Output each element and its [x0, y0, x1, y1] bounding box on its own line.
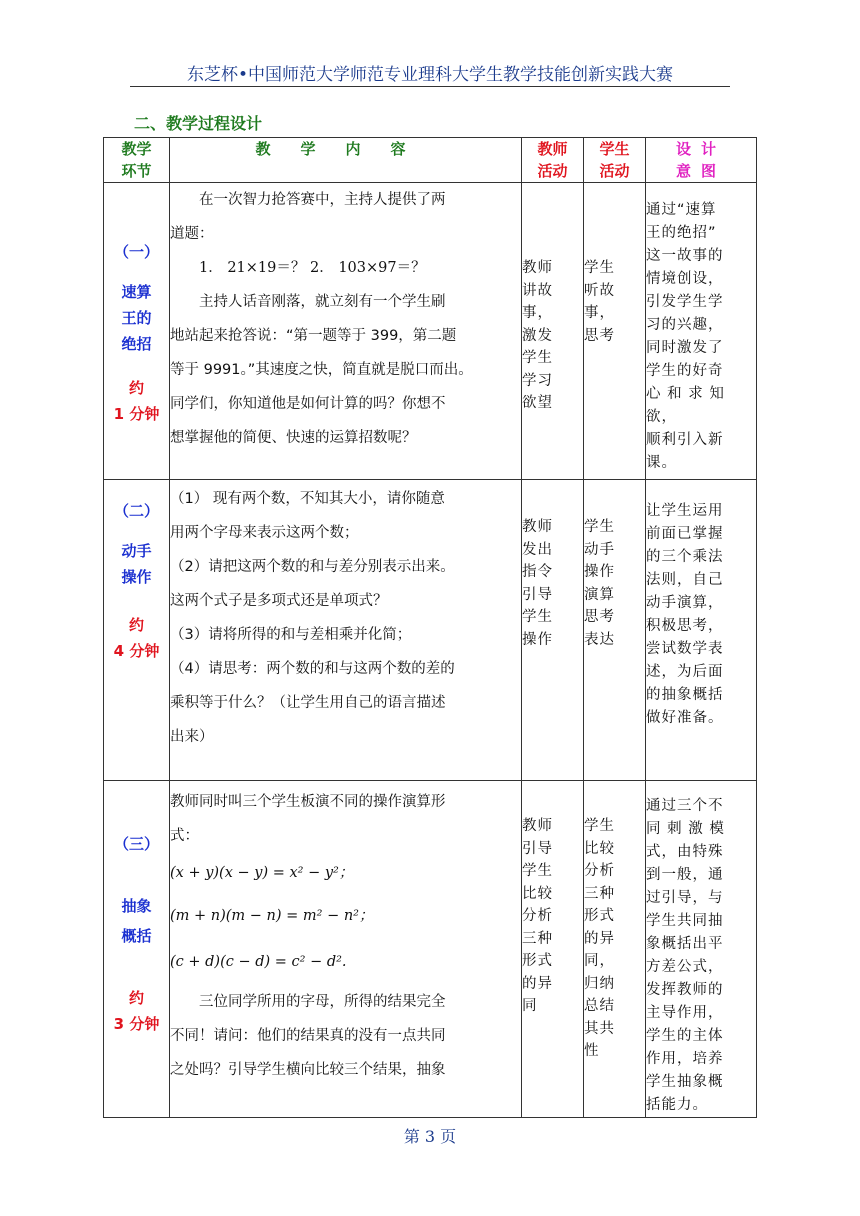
- design-line: 法则，自己: [646, 572, 724, 588]
- stage-time-value: 4 分钟: [113, 642, 160, 660]
- design-line: 欲，: [646, 409, 677, 425]
- content-line: 想掌握他的简便、快速的运算招数呢？: [170, 430, 417, 446]
- table-header-row: [104, 138, 757, 183]
- design-line: 同时激发了: [646, 340, 724, 356]
- content-line: 出来）: [170, 729, 214, 745]
- student-line: 表达: [584, 631, 615, 648]
- design-line: 习的兴趣，: [646, 317, 724, 333]
- student-line: 同，: [584, 953, 615, 969]
- teacher-activity-cell: [522, 480, 584, 781]
- lesson-process-table: [103, 137, 757, 1118]
- design-line: 过引导，与: [646, 890, 724, 906]
- content-line: 同学们，你知道他是如何计算的吗？你想不: [170, 396, 446, 412]
- student-line: 归纳: [584, 975, 615, 992]
- design-line: 动手演算，: [646, 595, 724, 611]
- stage-time-label: 约: [128, 989, 144, 1007]
- student-line: 操作: [584, 564, 615, 580]
- design-line: 学生的好奇: [646, 363, 724, 379]
- teacher-line: 的异: [522, 975, 553, 992]
- stage-time-value: 1 分钟: [113, 405, 160, 423]
- teacher-line: 三种: [522, 930, 553, 947]
- header-stage: [104, 138, 170, 183]
- content-line: 道题：: [170, 226, 214, 242]
- teacher-line: 教师: [522, 260, 553, 276]
- content-cell: [170, 480, 522, 781]
- design-line: 的抽象概括: [646, 687, 724, 703]
- teacher-line: 操作: [522, 631, 553, 648]
- student-line: 比较: [584, 840, 615, 857]
- design-line: 式，由特殊: [646, 844, 724, 860]
- content-line: 三位同学所用的字母，所得的结果完全: [199, 994, 446, 1010]
- stage-name-line: 绝招: [121, 335, 152, 353]
- content-line: 乘积等于什么？（让学生用自己的语言描述: [170, 695, 446, 711]
- teacher-line: 学习: [522, 372, 553, 389]
- design-line: 主导作用，: [646, 1005, 724, 1021]
- content-line: 1． 21×19＝？ 2． 103×97＝？: [199, 260, 426, 276]
- design-line: 学生的主体: [646, 1028, 724, 1044]
- student-line: 学生: [584, 260, 615, 276]
- content-line: 不同！请问：他们的结果真的没有一点共同: [170, 1028, 446, 1044]
- design-intent-cell: [646, 480, 757, 781]
- table-row: [104, 480, 757, 781]
- stage-time-label: 约: [128, 379, 144, 397]
- content-line: （4）请思考：两个数的和与这两个数的差的: [170, 661, 455, 677]
- page-footer: 第 3 页: [403, 1127, 457, 1146]
- design-line: 通过“速算: [646, 202, 717, 218]
- student-line: 的异: [584, 930, 615, 947]
- student-line: 思考: [584, 609, 615, 625]
- design-line: 同 刺 激 模: [646, 821, 725, 837]
- design-line: 顺利引入新: [646, 432, 724, 448]
- stage-number: （二）: [113, 502, 159, 520]
- design-line: 引发学生学: [646, 294, 724, 310]
- teacher-activity-cell: [522, 781, 584, 1118]
- design-line: 这一故事的: [646, 248, 724, 264]
- content-cell: [170, 183, 522, 480]
- stage-name-line: 概括: [121, 927, 152, 945]
- teacher-line: 教师: [522, 818, 553, 834]
- header-teacher-line1: 教师: [537, 140, 568, 158]
- header-divider: [130, 86, 730, 87]
- formula-line: (m + n)(m − n) = m² − n²；: [170, 908, 374, 924]
- student-line: 事，: [584, 305, 615, 321]
- design-line: 前面已掌握: [646, 526, 724, 542]
- content-cell: [170, 781, 522, 1118]
- teacher-line: 激发: [522, 327, 553, 344]
- header-design: [646, 138, 757, 183]
- design-line: 心 和 求 知: [646, 386, 725, 402]
- teacher-line: 学生: [522, 863, 553, 879]
- design-line: 做好准备。: [646, 710, 724, 726]
- header-teacher: [522, 138, 584, 183]
- content-line: 地站起来抢答说：“第一题等于 399，第二题: [170, 328, 457, 344]
- design-line: 述，为后面: [646, 664, 724, 680]
- student-activity-cell: [584, 183, 646, 480]
- design-line: 象概括出平: [646, 936, 724, 952]
- design-line: 积极思考，: [646, 618, 724, 634]
- stage-cell: [104, 781, 170, 1118]
- teacher-line: 教师: [522, 519, 553, 535]
- header-content: 教学内容: [170, 138, 522, 183]
- teacher-line: 欲望: [522, 395, 553, 411]
- design-intent-cell: [646, 183, 757, 480]
- content-line: 主持人话音刚落，就立刻有一个学生刷: [199, 294, 446, 310]
- header-student: [584, 138, 646, 183]
- teacher-line: 引导: [522, 840, 553, 857]
- table-row: [104, 183, 757, 480]
- stage-name-line: 王的: [121, 309, 152, 327]
- student-line: 演算: [584, 586, 615, 603]
- teacher-line: 分析: [522, 908, 553, 924]
- teacher-line: 同: [522, 998, 538, 1014]
- page-header: 东芝杯•中国师范大学师范专业理科大学生教学技能创新实践大赛: [186, 65, 674, 85]
- formula-line: (x + y)(x − y) = x² − y²；: [170, 865, 354, 881]
- design-line: 课。: [646, 455, 677, 471]
- student-line: 形式: [584, 908, 615, 924]
- teacher-line: 学生: [522, 609, 553, 625]
- content-line: 式：: [170, 828, 199, 844]
- teacher-activity-cell: [522, 183, 584, 480]
- student-line: 性: [584, 1043, 600, 1059]
- design-line: 尝试数学表: [646, 641, 724, 657]
- content-line: 等于 9991。”其速度之快，简直就是脱口而出。: [170, 362, 473, 378]
- design-line: 学生共同抽: [646, 913, 724, 929]
- header-design-line1: 设计: [675, 140, 726, 158]
- stage-number: （一）: [113, 243, 159, 261]
- stage-name-line: 动手: [121, 542, 152, 560]
- student-activity-cell: [584, 781, 646, 1118]
- content-line: 这两个式子是多项式还是单项式？: [170, 593, 388, 609]
- header-student-line1: 学生: [599, 140, 630, 158]
- header-stage-line1: 教学: [121, 140, 152, 158]
- content-line: （3）请将所得的和与差相乘并化简；: [170, 627, 412, 643]
- student-line: 听故: [584, 282, 615, 299]
- student-line: 分析: [584, 863, 615, 879]
- header-design-line2: 意图: [675, 162, 726, 180]
- student-line: 其共: [584, 1020, 615, 1037]
- student-activity-cell: [584, 480, 646, 781]
- section-title: 二、教学过程设计: [134, 114, 263, 133]
- content-line: 之处吗？引导学生横向比较三个结果，抽象: [170, 1062, 446, 1078]
- stage-cell: [104, 183, 170, 480]
- header-stage-line2: 环节: [121, 162, 152, 180]
- design-intent-cell: [646, 781, 757, 1118]
- stage-cell: [104, 480, 170, 781]
- design-line: 作用，培养: [646, 1051, 724, 1067]
- teacher-line: 学生: [522, 350, 553, 366]
- stage-name-line: 抽象: [121, 897, 152, 915]
- content-line: 教师同时叫三个学生板演不同的操作演算形: [170, 794, 446, 810]
- stage-time-value: 3 分钟: [113, 1015, 160, 1033]
- design-line: 方差公式，: [646, 959, 724, 975]
- student-line: 思考: [584, 327, 615, 344]
- header-teacher-line2: 活动: [537, 162, 568, 180]
- student-line: 学生: [584, 519, 615, 535]
- design-line: 括能力。: [646, 1097, 708, 1113]
- design-line: 发挥教师的: [646, 982, 724, 998]
- student-line: 三种: [584, 885, 615, 902]
- student-line: 动手: [584, 541, 615, 558]
- design-line: 通过三个不: [646, 798, 724, 814]
- header-student-line2: 活动: [599, 162, 630, 180]
- teacher-line: 形式: [522, 953, 553, 969]
- formula-line: (c + d)(c − d) = c² − d².: [170, 954, 347, 970]
- stage-name-line: 速算: [121, 283, 152, 301]
- teacher-line: 发出: [522, 541, 553, 558]
- design-line: 让学生运用: [646, 503, 724, 519]
- content-line: 在一次智力抢答赛中，主持人提供了两: [199, 192, 446, 208]
- content-line: （2）请把这两个数的和与差分别表示出来。: [170, 559, 455, 575]
- teacher-line: 事，: [522, 305, 553, 321]
- design-line: 王的绝招”: [646, 225, 717, 241]
- teacher-line: 比较: [522, 885, 553, 902]
- design-line: 情境创设，: [646, 271, 724, 287]
- stage-time-label: 约: [128, 616, 144, 634]
- design-line: 学生抽象概: [646, 1074, 724, 1090]
- content-line: 用两个字母来表示这两个数；: [170, 525, 359, 541]
- stage-name-line: 操作: [121, 568, 152, 586]
- student-line: 学生: [584, 818, 615, 834]
- design-line: 到一般，通: [646, 867, 724, 883]
- student-line: 总结: [584, 998, 615, 1014]
- teacher-line: 引导: [522, 586, 553, 603]
- stage-number: （三）: [113, 835, 159, 853]
- table-row: [104, 781, 757, 1118]
- design-line: 的三个乘法: [646, 549, 724, 565]
- teacher-line: 讲故: [522, 282, 553, 299]
- teacher-line: 指令: [522, 564, 553, 580]
- content-line: （1） 现有两个数，不知其大小，请你随意: [170, 491, 445, 507]
